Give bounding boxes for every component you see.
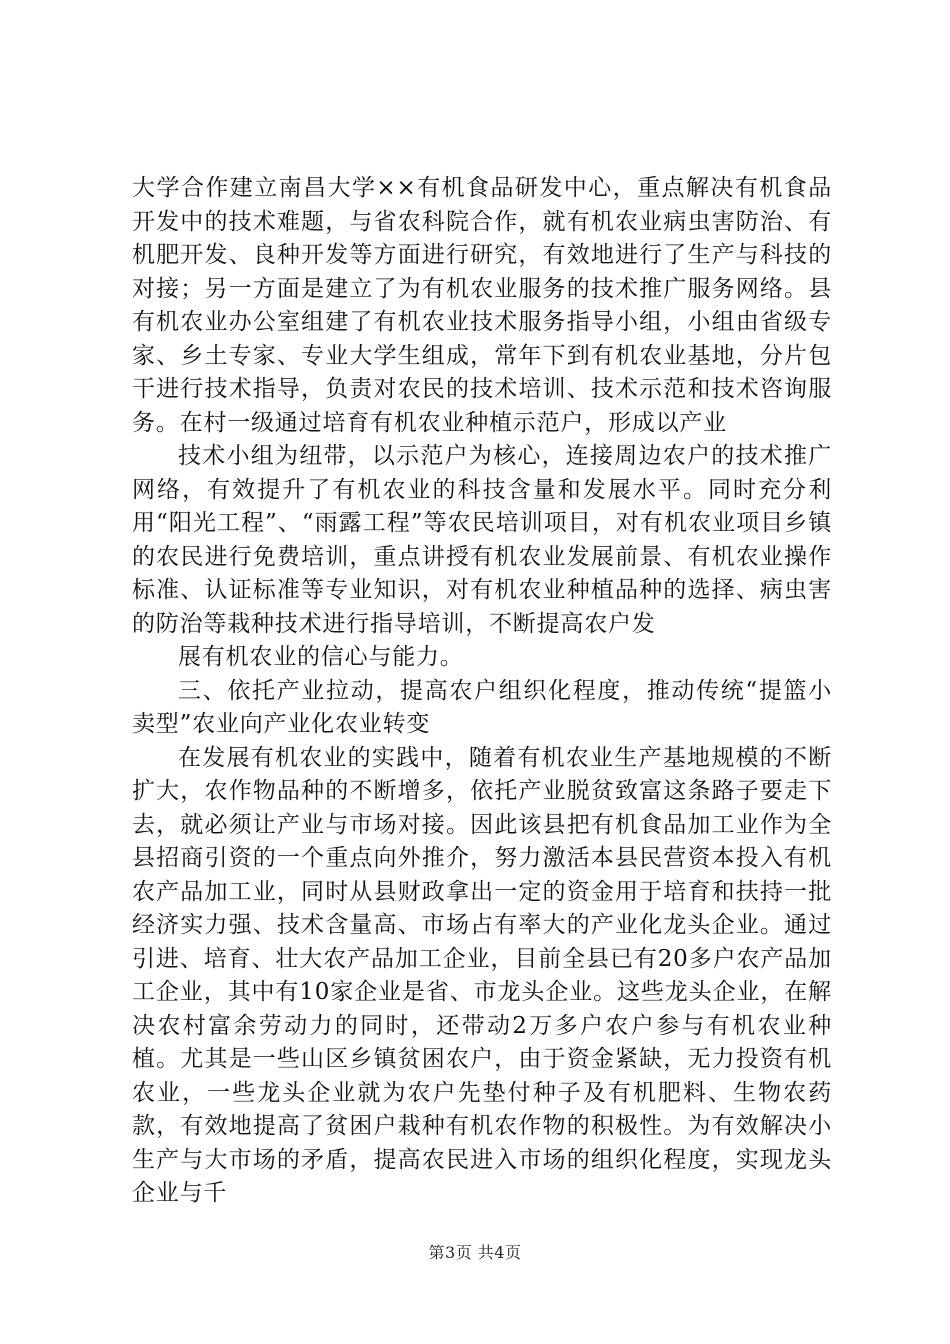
page-number-footer: 第3页 共4页	[428, 1243, 522, 1262]
document-body	[132, 172, 832, 1211]
paragraph-confidence: 展有机农业的信心与能力。	[178, 644, 464, 670]
paragraph-continuation: 大学合作建立南昌大学××有机食品研发中心，重点解决有机食品开发中的技术难题，与省农科院合作，就有机农业病虫害防治、有机肥开发、良种开发等方面进行研究，有效地进行了生产与科技的对接；另一方面是建立了为有机农业服务的技术推广服务网络。县有机农业办公室组建了有机农业技术服务指导小组，小组由省级专家、乡土专家、专业大学生组成，常年下到有机农业基地，分片包干进行技术指导，负责对农民的技术培训、技术示范和技术咨询服务。在村一级通过培育有机农业种植示范户，形成以产业	[132, 175, 832, 436]
paragraph-industrialization: 在发展有机农业的实践中，随着有机农业生产基地规模的不断扩大，农作物品种的不断增多，依托产业脱贫致富这条路子要走下去，就必须让产业与市场对接。因此该县把有机食品加工业作为全县招商引资的一个重点向外推介，努力激活本县民营资本投入有机农产品加工业，同时从县财政拿出一定的资金用于培育和扶持一批经济实力强、技术含量高、市场占有率大的产业化龙头企业。通过引进、培育、壮大农产品加工企业，目前全县已有20多户农产品加工企业，其中有10家企业是省、市龙头企业。这些龙头企业，在解决农村富余劳动力的同时，还带动2万多户农户参与有机农业种植。尤其是一些山区乡镇贫困农户，由于资金紧缺，无力投资有机农业，一些龙头企业就为农户先垫付种子及有机肥料、生物农药款，有效地提高了贫困户栽种有机农作物的积极性。为有效解决小生产与大市场的矛盾，提高农民进入市场的组织化程度，实现龙头企业与千	[132, 744, 832, 1206]
paragraph-technical-network: 技术小组为纽带，以示范户为核心，连接周边农户的技术推广网络，有效提升了有机农业的科技含量和发展水平。同时充分利用“阳光工程”、“雨露工程”等农民培训项目，对有机农业项目乡镇的农民进行免费培训，重点讲授有机农业发展前景、有机农业操作标准、认证标准等专业知识，对有机农业种植品种的选择、病虫害的防治等栽种技术进行指导培训，不断提高农户发	[132, 443, 832, 637]
section-heading-three: 三、依托产业拉动，提高农户组织化程度，推动传统“提篮小卖型”农业向产业化农业转变	[132, 677, 832, 737]
